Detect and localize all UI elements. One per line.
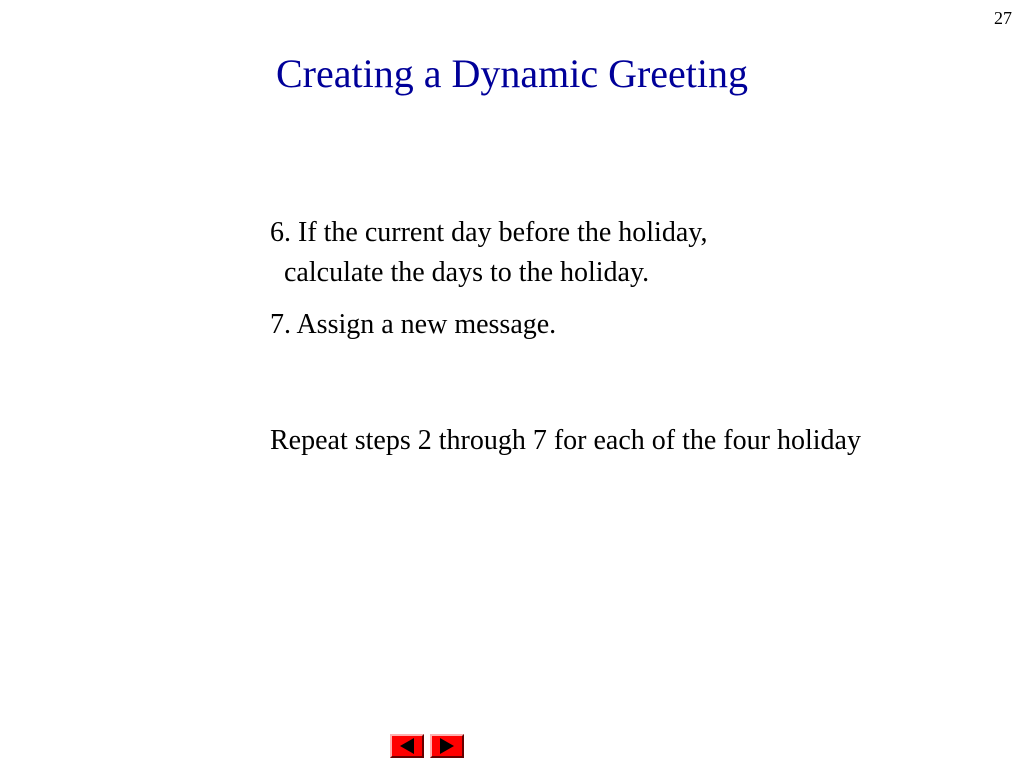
slide-content <box>270 213 910 461</box>
next-slide-button[interactable] <box>430 734 464 758</box>
slide-title: Creating a Dynamic Greeting <box>275 51 749 96</box>
slide-number: 27 <box>994 8 1012 28</box>
previous-slide-button[interactable] <box>390 734 424 758</box>
slide-navigation <box>390 734 464 758</box>
step-6-line-2: calculate the days to the holiday. <box>284 257 650 288</box>
step-7: 7. Assign a new message. <box>270 309 557 340</box>
arrow-right-icon <box>440 738 454 754</box>
repeat-note: Repeat steps 2 through 7 for each of the four holiday <box>270 425 861 456</box>
step-6-line-1: 6. If the current day before the holiday, <box>270 217 708 248</box>
arrow-left-icon <box>400 738 414 754</box>
step-6 <box>270 213 910 293</box>
